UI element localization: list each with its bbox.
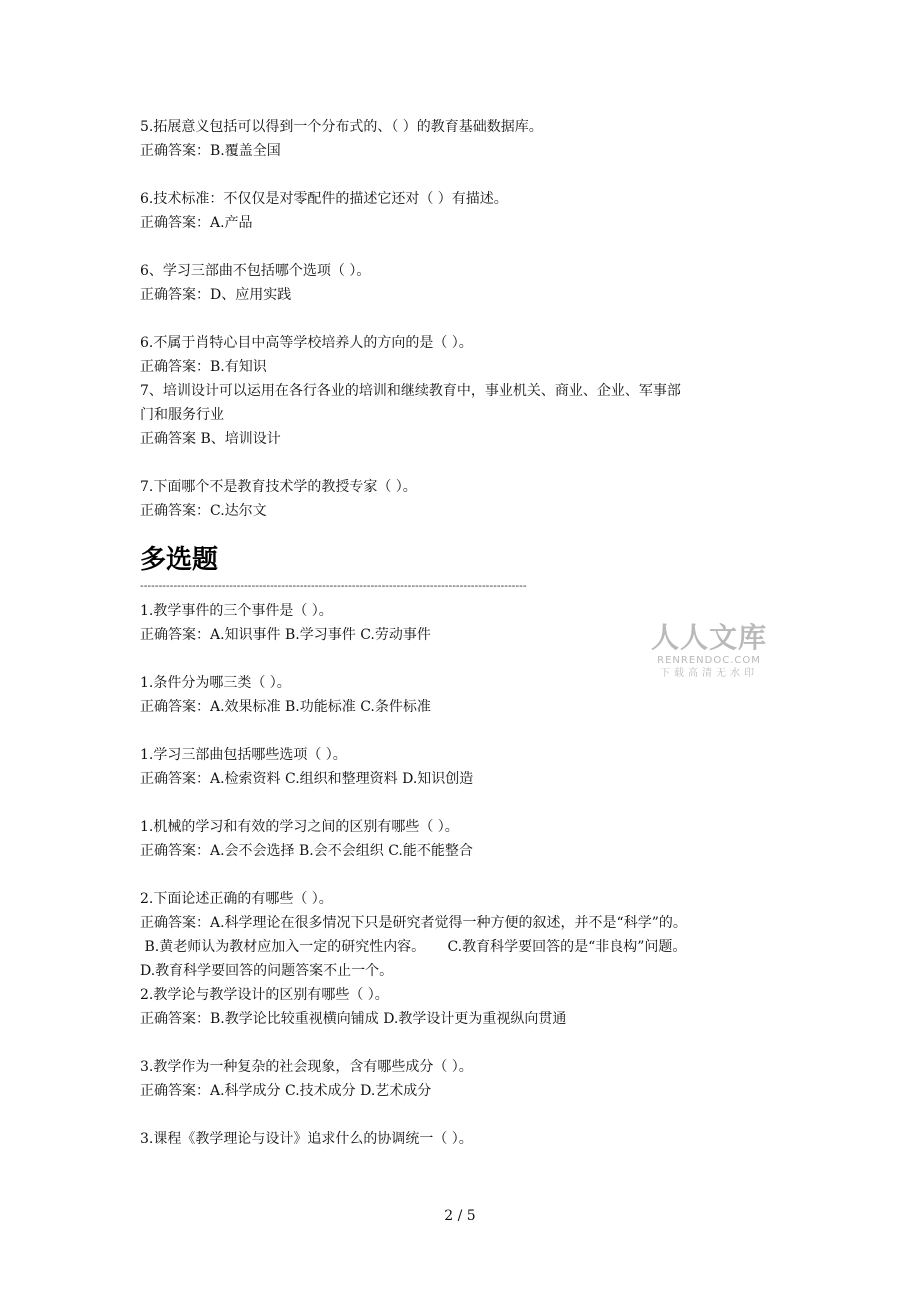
answer-text-continued: B.黄老师认为教材应加入一定的研究性内容。 C.教育科学要回答的是“非良构”问题。: [140, 939, 687, 955]
question-text: 1.教学事件的三个事件是（ ）。: [140, 603, 333, 619]
question-block: [140, 1127, 800, 1151]
section-heading: 多选题: [140, 545, 219, 575]
question-text: 6、学习三部曲不包括哪个选项（ ）。: [140, 263, 371, 279]
question-text: 7、培训设计可以运用在各行各业的培训和继续教育中，事业机关、商业、企业、军事部: [140, 383, 681, 399]
answer-text: 正确答案：B.有知识: [140, 359, 267, 375]
answer-text: 正确答案：C.达尔文: [140, 503, 267, 519]
question-text: 3.课程《教学理论与设计》追求什么的协调统一（ ）。: [140, 1131, 473, 1147]
question-text: 7.下面哪个不是教育技术学的教授专家（ ）。: [140, 479, 417, 495]
question-text: 1.条件分为哪三类（ ）。: [140, 675, 291, 691]
answer-text: 正确答案：A.检索资料 C.组织和整理资料 D.知识创造: [140, 771, 474, 787]
question-text-continued: 门和服务行业: [140, 407, 224, 423]
question-block: [140, 743, 800, 791]
answer-text: 正确答案：B.覆盖全国: [140, 143, 281, 159]
question-block: [140, 983, 800, 1031]
page-number: 2 / 5: [444, 1208, 476, 1224]
watermark-logo: [646, 622, 772, 680]
question-block: [140, 187, 800, 235]
answer-text: 正确答案：D、应用实践: [140, 287, 292, 303]
watermark-title: 人人文库: [650, 621, 767, 654]
answer-text: 正确答案：A.会不会选择 B.会不会组织 C.能不能整合: [140, 843, 473, 859]
answer-text: 正确答案：B.教学论比较重视横向铺成 D.教学设计更为重视纵向贯通: [140, 1011, 567, 1027]
answer-text: 正确答案：A.知识事件 B.学习事件 C.劳动事件: [140, 627, 431, 643]
question-text: 2.教学论与教学设计的区别有哪些（ ）。: [140, 987, 389, 1003]
question-text: 1.学习三部曲包括哪些选项（ ）。: [140, 747, 347, 763]
answer-text-continued: D.教育科学要回答的问题答案不止一个。: [140, 963, 394, 979]
section-divider: --------------------------------------------------------------------------------------------------------: [140, 579, 527, 592]
question-text: 6.技术标准：不仅仅是对零配件的描述它还对（ ）有描述。: [140, 191, 508, 207]
question-block: [140, 331, 800, 379]
question-text: 1.机械的学习和有效的学习之间的区别有哪些（ ）。: [140, 819, 459, 835]
question-block: [140, 379, 800, 451]
question-text: 6.不属于肖特心目中高等学校培养人的方向的是（ ）。: [140, 335, 473, 351]
question-text: 3.教学作为一种复杂的社会现象，含有哪些成分（ ）。: [140, 1059, 473, 1075]
question-block: [140, 1055, 800, 1103]
question-block: [140, 887, 800, 983]
answer-text: 正确答案：A.科学成分 C.技术成分 D.艺术成分: [140, 1083, 432, 1099]
answer-text: 正确答案 B、培训设计: [140, 431, 281, 447]
answer-text: 正确答案：A.科学理论在很多情况下只是研究者觉得一种方便的叙述，并不是“科学”的。: [140, 915, 687, 931]
answer-text: 正确答案：A.效果标准 B.功能标准 C.条件标准: [140, 699, 431, 715]
question-text: 2.下面论述正确的有哪些（ ）。: [140, 891, 333, 907]
watermark-tagline: 下载高清无水印: [660, 668, 758, 679]
answer-text: 正确答案：A.产品: [140, 215, 253, 231]
question-block: [140, 815, 800, 863]
watermark-url: RENRENDOC.COM: [657, 655, 761, 666]
question-block: [140, 259, 800, 307]
question-block: [140, 475, 800, 523]
question-text: 5.拓展意义包括可以得到一个分布式的、（ ）的教育基础数据库。: [140, 119, 543, 135]
question-block: [140, 115, 800, 163]
